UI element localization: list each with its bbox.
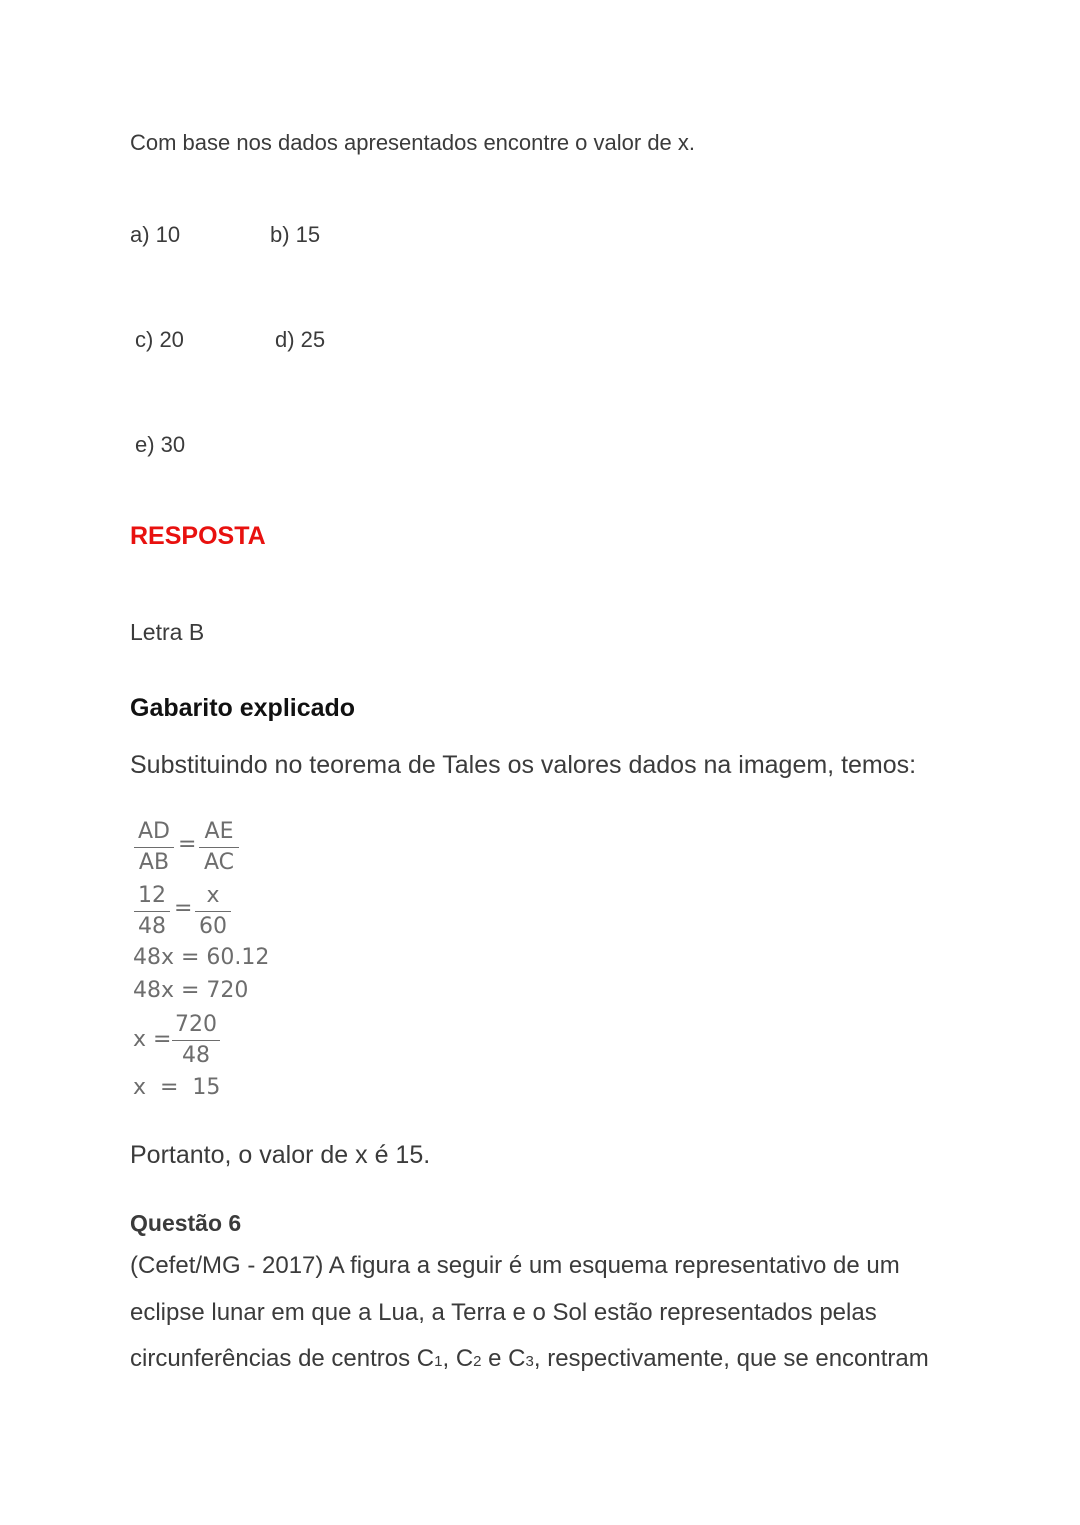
numerator: AD xyxy=(134,817,174,848)
fraction-x-60 xyxy=(195,881,231,942)
subscript-2: 2 xyxy=(473,1353,482,1370)
subscript-1: 1 xyxy=(434,1353,443,1370)
denominator: AC xyxy=(203,850,235,875)
answer-heading: RESPOSTA xyxy=(130,522,266,550)
numerator: x xyxy=(195,881,231,912)
numerator: AE xyxy=(199,817,239,848)
explanation-conclusion: Portanto, o valor de x é 15. xyxy=(130,1141,431,1169)
option-d: d) 25 xyxy=(275,327,326,352)
fraction-720-48 xyxy=(172,1010,220,1071)
equation-step-3: 48x = 60.12 xyxy=(133,945,270,970)
numerator: 12 xyxy=(134,881,170,912)
fraction-ae-ac xyxy=(199,817,239,878)
equals-sign: = xyxy=(178,832,197,857)
equation-step-4: 48x = 720 xyxy=(133,978,249,1003)
line3-part-d: , respectivamente, que se encontram xyxy=(533,1345,929,1372)
explanation-intro: Substituindo no teorema de Tales os valores dados na imagem, temos: xyxy=(130,751,917,779)
line3-part-c: e C xyxy=(481,1345,526,1372)
question-prompt: Com base nos dados apresentados encontre o valor de x. xyxy=(130,130,696,155)
option-b: b) 15 xyxy=(270,222,321,247)
answer-text: Letra B xyxy=(130,619,205,645)
fraction-12-48 xyxy=(134,881,170,942)
equation-step-5-lhs: x = xyxy=(133,1027,172,1052)
line3-part-a: circunferências de centros C xyxy=(130,1345,435,1372)
option-a: a) 10 xyxy=(130,222,181,247)
option-c: c) 20 xyxy=(135,327,184,352)
denominator: 48 xyxy=(182,1043,210,1068)
option-e: e) 30 xyxy=(135,432,186,457)
denominator: 60 xyxy=(199,914,227,939)
question-6-line-1: (Cefet/MG - 2017) A figura a seguir é um esquema representativo de um xyxy=(130,1252,900,1279)
question-6-line-2: eclipse lunar em que a Lua, a Terra e o Sol estão representados pelas xyxy=(130,1299,877,1326)
line3-part-b: , C xyxy=(442,1345,474,1372)
denominator: AB xyxy=(138,850,170,875)
fraction-ad-ab xyxy=(134,817,174,878)
question-6-line-3 xyxy=(130,1345,929,1373)
question-6-heading: Questão 6 xyxy=(130,1210,242,1236)
equation-step-6: x = 15 xyxy=(133,1075,221,1100)
subscript-3: 3 xyxy=(525,1353,534,1370)
denominator: 48 xyxy=(138,914,166,939)
equals-sign: = xyxy=(174,896,193,921)
explanation-heading: Gabarito explicado xyxy=(130,694,356,722)
numerator: 720 xyxy=(172,1010,220,1041)
